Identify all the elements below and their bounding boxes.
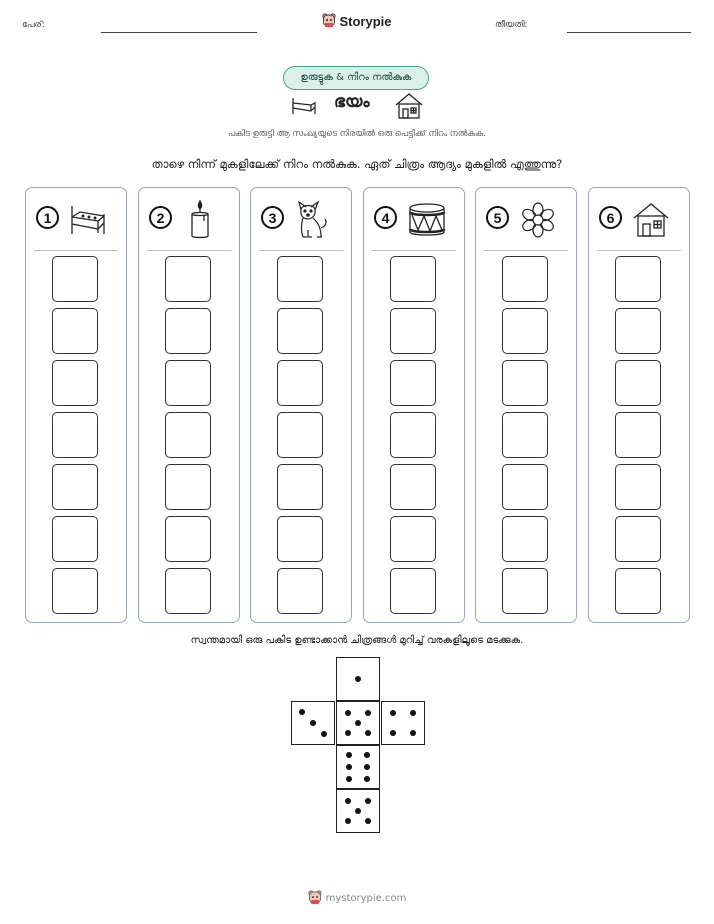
pip (364, 764, 370, 770)
color-box[interactable] (390, 464, 436, 510)
separator (372, 250, 456, 251)
brand (0, 12, 714, 31)
pip (321, 731, 327, 737)
color-box[interactable] (277, 568, 323, 614)
bed-icon (66, 200, 112, 240)
brand-name: Storypie (339, 14, 392, 29)
color-box[interactable] (277, 464, 323, 510)
flower-icon (516, 200, 562, 240)
color-box[interactable] (502, 308, 548, 354)
pip (365, 798, 371, 804)
color-box[interactable] (52, 256, 98, 302)
color-box[interactable] (165, 256, 211, 302)
pip (346, 776, 352, 782)
pip (345, 730, 351, 736)
color-box[interactable] (502, 568, 548, 614)
color-box[interactable] (615, 568, 661, 614)
color-box[interactable] (277, 412, 323, 458)
color-box[interactable] (52, 360, 98, 406)
separator (597, 250, 681, 251)
color-box[interactable] (165, 360, 211, 406)
house-icon (394, 92, 424, 124)
name-line[interactable] (101, 32, 257, 33)
footer-url: mystorypie.com (325, 893, 407, 904)
color-box[interactable] (502, 360, 548, 406)
pip (365, 710, 371, 716)
pip (390, 730, 396, 736)
color-box[interactable] (277, 308, 323, 354)
storypie-logo-icon (322, 12, 336, 31)
pip (365, 730, 371, 736)
column-3 (250, 187, 352, 623)
separator (34, 250, 118, 251)
color-box[interactable] (390, 308, 436, 354)
candle-icon (179, 200, 225, 240)
pip (355, 676, 361, 682)
fold-instructions: സ്വന്തമായി ഒരു പകിട ഉണ്ടാക്കാൻ ചിത്രങ്ങൾ മുറിച്ച് വരകളിലൂടെ മടക്കുക. (190, 635, 524, 646)
color-box[interactable] (502, 412, 548, 458)
color-box[interactable] (615, 256, 661, 302)
die-face-3 (291, 701, 335, 745)
column-1 (25, 187, 127, 623)
pip (345, 798, 351, 804)
question: താഴെ നിന്ന് മുകളിലേക്ക് നിറം നൽകുക. ഏത് ചിത്രം ആദ്യം മുകളിൽ എത്തുന്നു? (151, 157, 563, 171)
pip (355, 808, 361, 814)
color-box[interactable] (615, 412, 661, 458)
color-box[interactable] (277, 360, 323, 406)
pip (364, 776, 370, 782)
pip (364, 752, 370, 758)
die-face-4 (381, 701, 425, 745)
color-box[interactable] (615, 308, 661, 354)
column-number: 6 (599, 206, 622, 229)
color-box[interactable] (52, 568, 98, 614)
color-box[interactable] (277, 516, 323, 562)
color-box[interactable] (165, 308, 211, 354)
storypie-logo-icon (308, 889, 322, 908)
column-5 (475, 187, 577, 623)
color-box[interactable] (502, 464, 548, 510)
die-face-5 (336, 701, 380, 745)
footer (0, 889, 714, 908)
column-2 (138, 187, 240, 623)
title-word: ഭയം (334, 92, 370, 112)
column-4 (363, 187, 465, 623)
column-number: 3 (261, 206, 284, 229)
color-box[interactable] (165, 568, 211, 614)
color-box[interactable] (390, 360, 436, 406)
column-number: 5 (486, 206, 509, 229)
color-box[interactable] (502, 516, 548, 562)
color-box[interactable] (165, 412, 211, 458)
color-box[interactable] (390, 568, 436, 614)
pip (345, 710, 351, 716)
die-face-5 (336, 789, 380, 833)
color-box[interactable] (615, 516, 661, 562)
pip (410, 730, 416, 736)
separator (484, 250, 568, 251)
pip (410, 710, 416, 716)
column-number: 1 (36, 206, 59, 229)
title-row (0, 92, 714, 122)
color-box[interactable] (165, 464, 211, 510)
separator (147, 250, 231, 251)
bed-icon (290, 94, 318, 120)
separator (259, 250, 343, 251)
pip (310, 720, 316, 726)
color-box[interactable] (52, 412, 98, 458)
color-box[interactable] (615, 464, 661, 510)
date-label: തീയതി: (495, 20, 528, 30)
color-box[interactable] (52, 308, 98, 354)
dog-icon (291, 200, 337, 240)
pip (365, 818, 371, 824)
date-line[interactable] (567, 32, 691, 33)
column-6 (588, 187, 690, 623)
die-face-1 (336, 657, 380, 701)
instructions: പകിട ഉരുട്ടി ആ സംഖ്യയുടെ നിരയിൽ ഒരു പെട്ടിക്ക് നിറം നൽകുക. (228, 129, 486, 139)
color-box[interactable] (277, 256, 323, 302)
pip (346, 764, 352, 770)
pip (299, 709, 305, 715)
color-box[interactable] (52, 464, 98, 510)
die-face-6 (336, 745, 380, 789)
color-box[interactable] (390, 256, 436, 302)
pip (345, 818, 351, 824)
color-box[interactable] (52, 516, 98, 562)
pip (355, 720, 361, 726)
activity-pill: ഉരുട്ടുക & നിറം നൽകുക (283, 66, 429, 90)
color-box[interactable] (390, 412, 436, 458)
color-box[interactable] (615, 360, 661, 406)
pip (390, 710, 396, 716)
column-number: 2 (149, 206, 172, 229)
color-box[interactable] (502, 256, 548, 302)
color-box[interactable] (165, 516, 211, 562)
house-icon (629, 200, 675, 240)
name-label: പേര്: (22, 20, 45, 30)
column-number: 4 (374, 206, 397, 229)
drum-icon (404, 200, 450, 240)
pip (346, 752, 352, 758)
color-box[interactable] (390, 516, 436, 562)
